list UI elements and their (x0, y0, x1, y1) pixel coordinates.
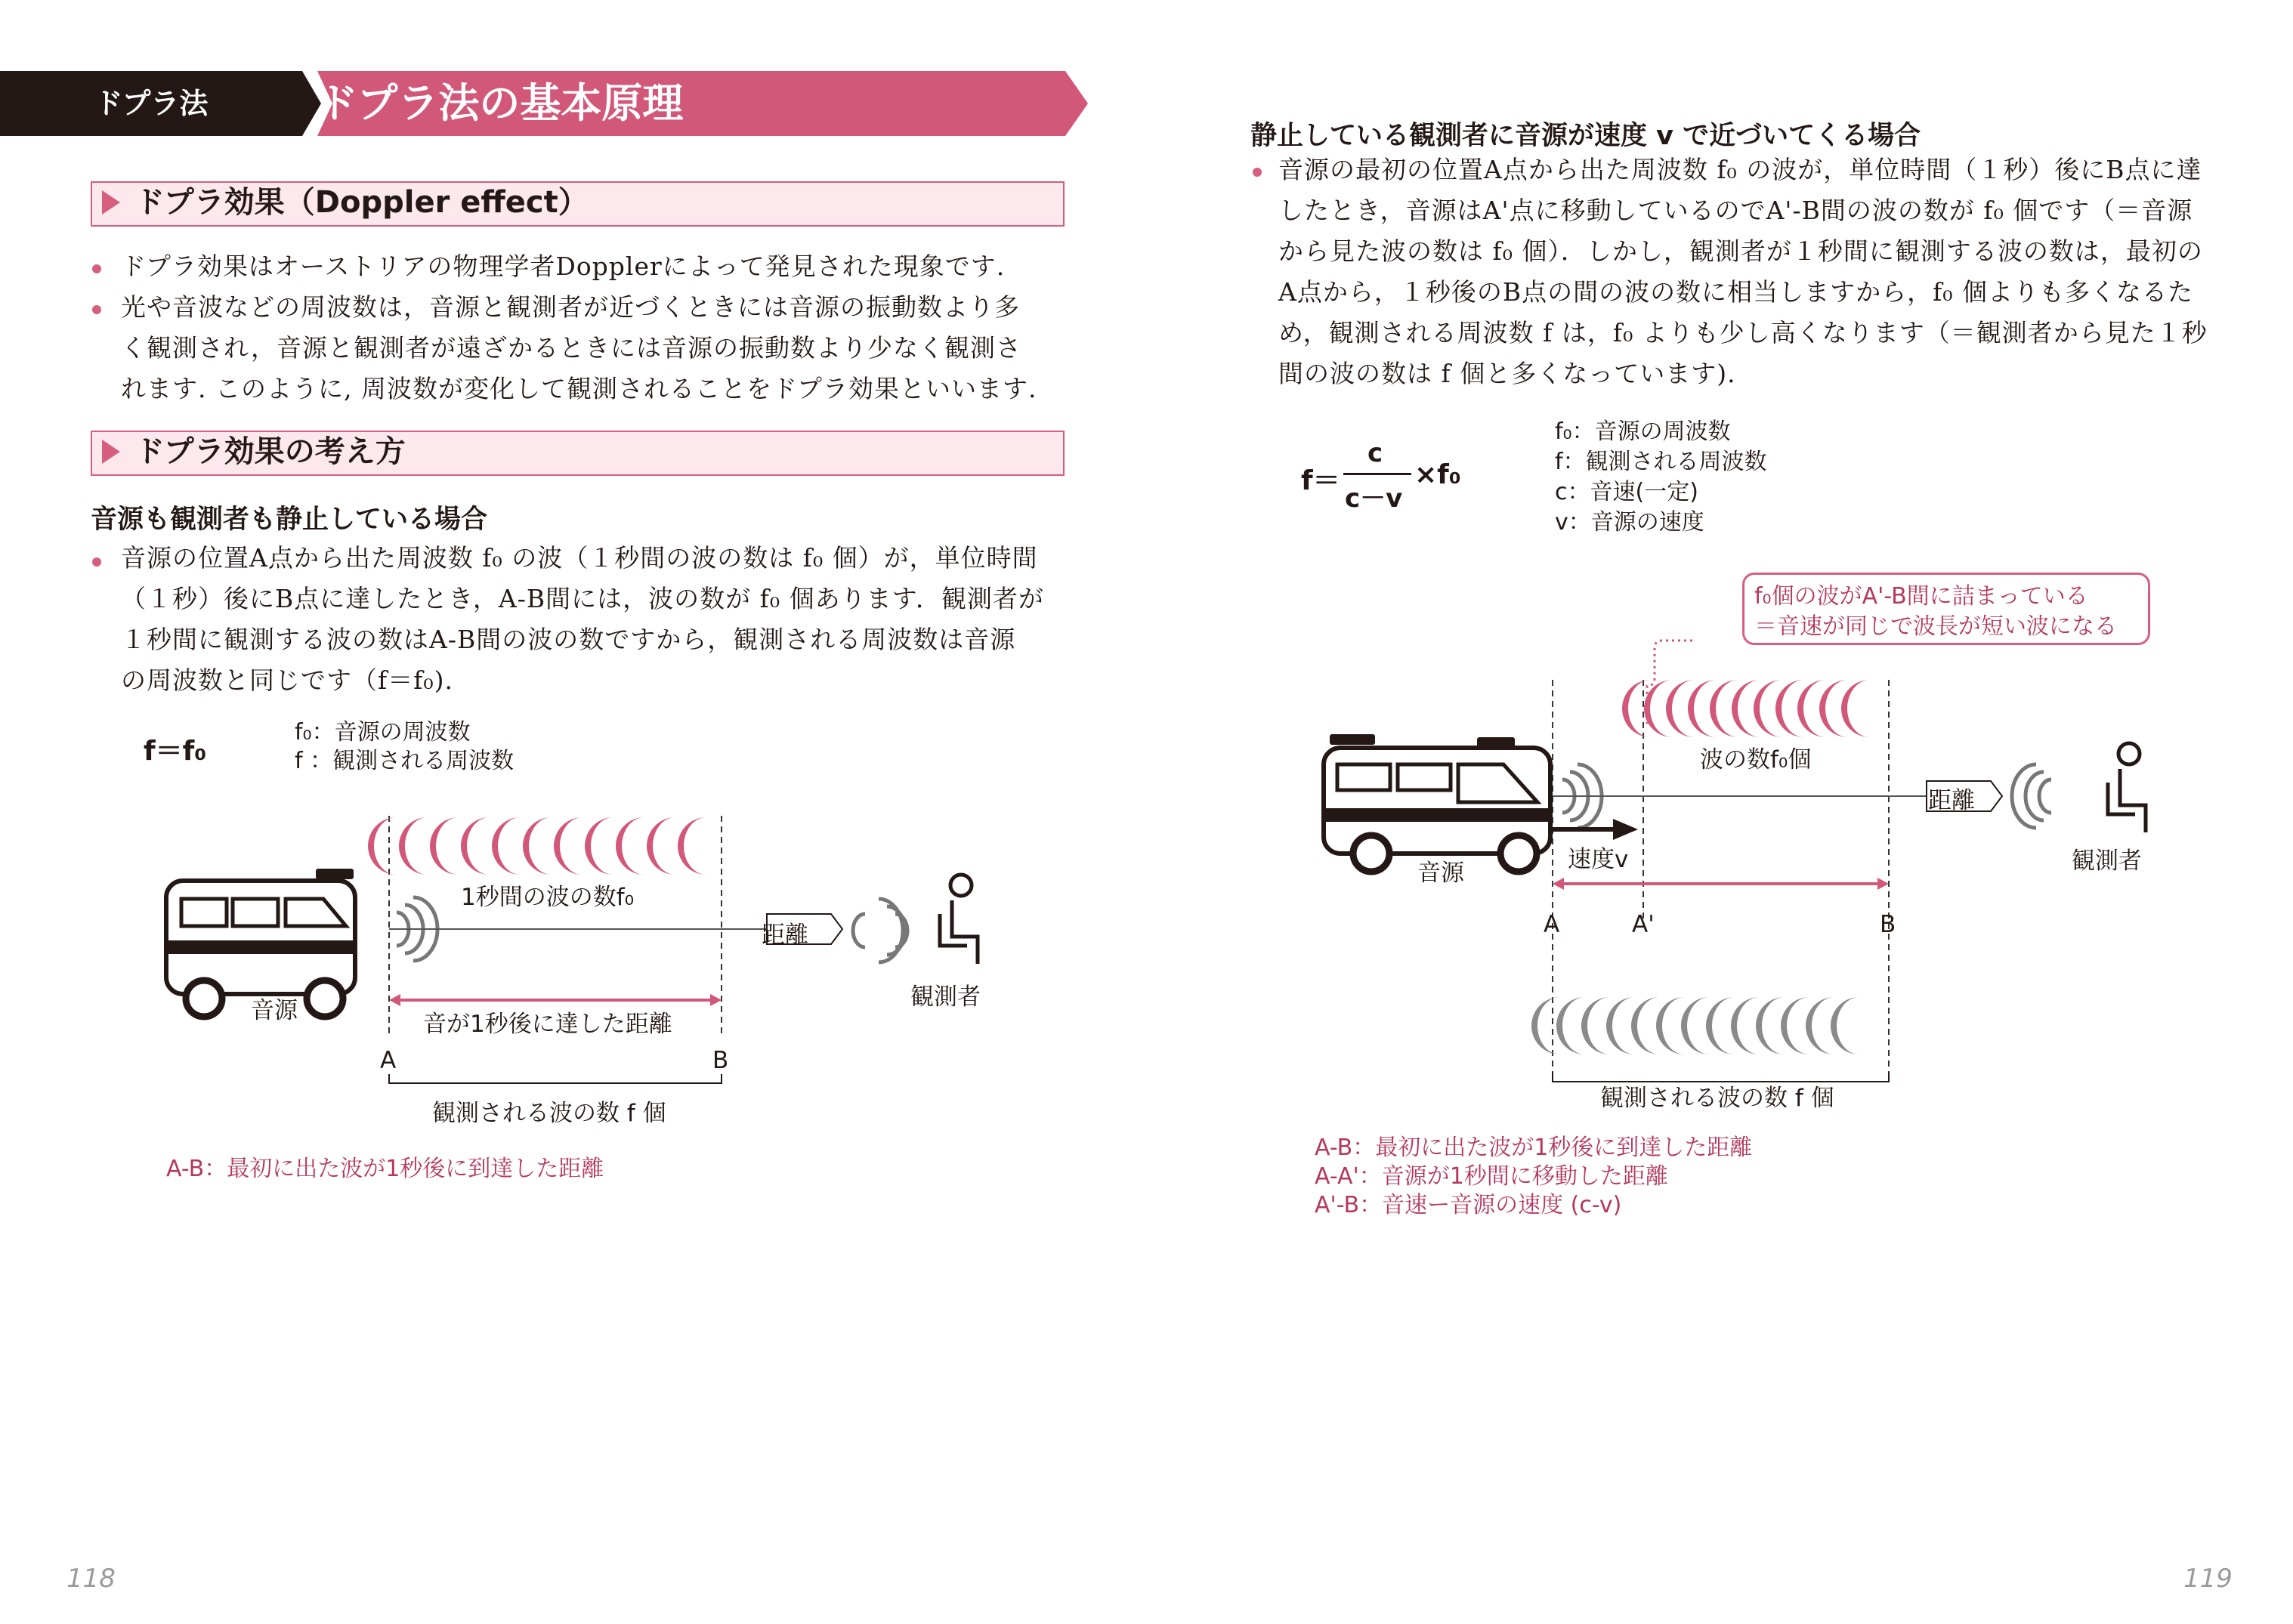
figure-note-aprime-b: A'-B：音速ー音源の速度 (c-v) (1315, 1192, 1622, 1218)
bullet-icon (1253, 168, 1262, 177)
paragraph-line: 音源の位置A点から出た周波数 f₀ の波（１秒間の波の数は f₀ 個）が，単位時間 (121, 543, 1038, 573)
bullet-icon (92, 264, 101, 273)
span-label: 音が1秒後に達した距離 (423, 1011, 672, 1038)
fraction-bar (1343, 473, 1411, 475)
triangle-icon (102, 440, 120, 464)
bullet-icon (92, 557, 101, 567)
observer-label: 観測者 (910, 983, 981, 1011)
observed-wave-count-label: 観測される波の数 f 個 (432, 1100, 666, 1127)
formula-times-f0: ×f₀ (1414, 459, 1461, 490)
section-title-thinking: ドプラ効果の考え方 (134, 434, 406, 469)
wavefronts-pink (368, 817, 706, 875)
point-a-label: A (1544, 911, 1560, 938)
distance-tag: 距離 (762, 922, 808, 949)
bullet-icon (92, 305, 101, 314)
paragraph-line: 音源の最初の位置A点から出た周波数 f₀ の波が，単位時間（１秒）後にB点に達 (1278, 155, 2202, 184)
figure-note: A-B：最初に出た波が1秒後に到達した距離 (166, 1156, 604, 1182)
formula-f-equals: f＝ (1301, 465, 1340, 496)
doppler-diagram-approaching (1307, 574, 2168, 1118)
ambulance-icon (1324, 734, 1550, 872)
paragraph-line: れます. このように, 周波数が変化して観測されることをドプラ効果といいます. (121, 374, 1037, 403)
point-b-label: B (1880, 911, 1896, 938)
formula-legend-f0: f₀：音源の周波数 (295, 719, 471, 746)
formula-legend-c: c：音速(一定) (1555, 479, 1698, 505)
doppler-diagram-stationary (151, 801, 1028, 1118)
point-b-label: B (712, 1047, 729, 1074)
paragraph-line: から見た波の数は f₀ 個）．しかし，観測者が１秒間に観測する波の数は，最初の (1278, 236, 2203, 266)
subhead-both-stationary: 音源も観測者も静止している場合 (91, 505, 488, 535)
velocity-label: 速度v (1568, 846, 1629, 873)
wave-count-label: 波の数f₀個 (1700, 746, 1812, 773)
figure-note-a-aprime: A-A'：音源が1秒間に移動した距離 (1315, 1163, 1668, 1190)
paragraph-line: く観測され，音源と観測者が遠ざかるときには音源の振動数より少なく観測さ (121, 333, 1021, 363)
point-a-prime-label: A' (1632, 911, 1655, 938)
source-label: 音源 (251, 997, 298, 1024)
section-title-doppler-effect: ドプラ効果（Doppler effect） (134, 185, 589, 220)
paragraph-line: A点から，１秒後のB点の間の波の数に相当しますから，f₀ 個よりも多くなるた (1278, 277, 2194, 307)
callout-line-2: ＝音速が同じで波長が短い波になる (1754, 613, 2117, 640)
subhead-source-approaching: 静止している観測者に音源が速度 v で近づいてくる場合 (1250, 121, 1921, 151)
page-number-right: 119 (2183, 1564, 2233, 1594)
observer-icon (2108, 743, 2146, 832)
formula-legend-f0: f₀：音源の周波数 (1555, 418, 1731, 445)
paragraph-line: （１秒）後にB点に達したとき，A-B間には，波の数が f₀ 個あります．観測者が (121, 584, 1044, 613)
wavefronts-pink-compressed (1622, 680, 1870, 737)
paragraph-line: 間の波の数は f 個と多くなっています). (1278, 359, 1736, 388)
observed-wave-count-label: 観測される波の数 f 個 (1600, 1085, 1834, 1112)
observer-icon (940, 875, 978, 964)
formula-legend-v: v：音源の速度 (1555, 509, 1704, 536)
formula-legend-f: f：観測される周波数 (1555, 449, 1767, 475)
formula-denominator: c－v (1345, 483, 1403, 514)
paragraph-doppler-discovery: ドプラ効果はオーストリアの物理学者Dopplerによって発見された現象です. (121, 252, 1006, 281)
wave-count-label: 1秒間の波の数f₀ (461, 884, 635, 911)
paragraph-line: したとき，音源はA'点に移動しているのでA'-B間の波の数が f₀ 個です（＝音源 (1278, 196, 2193, 225)
page-title: ドプラ法の基本原理 (317, 79, 684, 127)
formula-numerator: c (1367, 438, 1383, 468)
callout-line-1: f₀個の波がA'-B間に詰まっている (1754, 583, 2088, 610)
paragraph-line: 光や音波などの周波数は，音源と観測者が近づくときには音源の振動数より多 (121, 292, 1020, 322)
wavefronts-gray-observed (1531, 997, 1859, 1054)
paragraph-line: め，観測される周波数 f は，f₀ よりも少し高くなります（＝観測者から見た１秒 (1278, 318, 2208, 347)
paragraph-line: １秒間に観測する波の数はA-B間の波の数ですから，観測される周波数は音源 (121, 625, 1016, 654)
point-a-label: A (380, 1047, 397, 1074)
distance-tag: 距離 (1928, 787, 1975, 814)
figure-note-a-b: A-B：最初に出た波が1秒後に到達した距離 (1315, 1135, 1753, 1161)
page-number-left: 118 (66, 1564, 116, 1594)
observer-label: 観測者 (2072, 848, 2142, 875)
source-label: 音源 (1417, 860, 1464, 887)
header-section-label: ドプラ法 (94, 87, 209, 120)
triangle-icon (102, 190, 120, 215)
formula-f-equals-f0: f＝f₀ (144, 736, 207, 767)
paragraph-line: の周波数と同じです（f＝f₀). (121, 665, 454, 695)
formula-legend-f: f ：観測される周波数 (295, 748, 515, 774)
